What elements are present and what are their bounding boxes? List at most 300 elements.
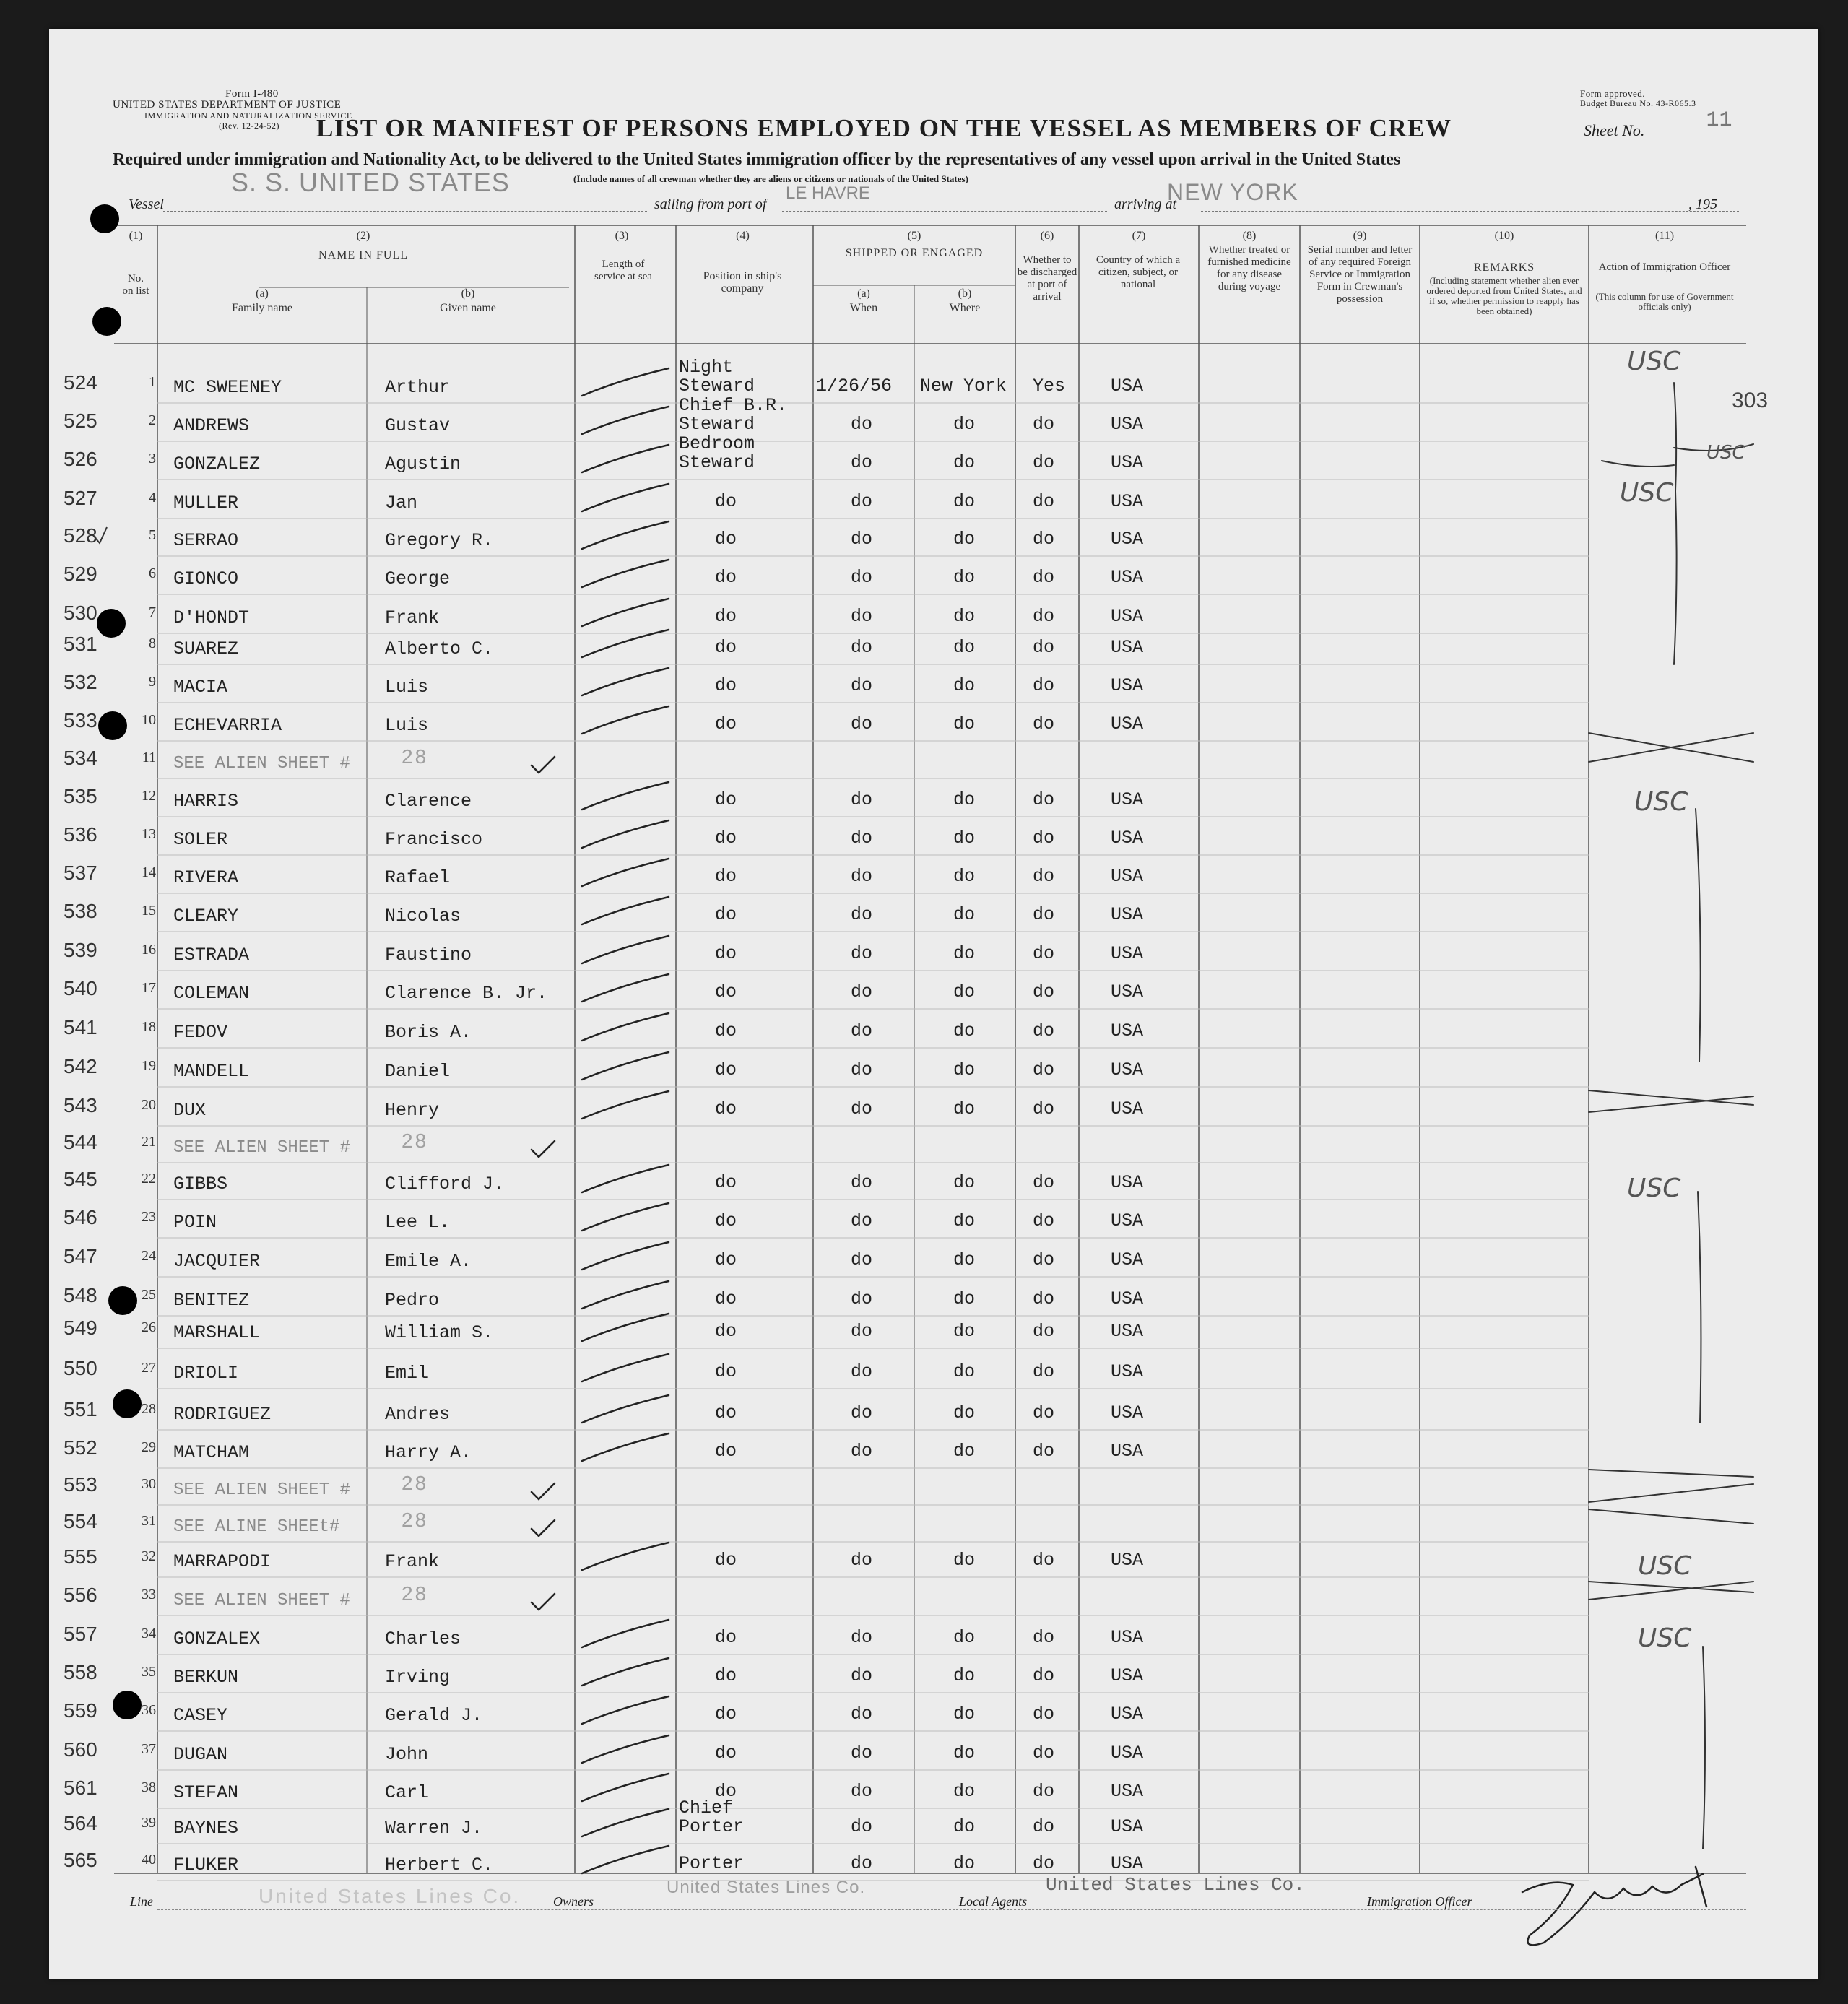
discharge: do	[1033, 904, 1055, 925]
country: USA	[1111, 1020, 1144, 1041]
shipped-when: do	[851, 1743, 873, 1764]
punch-hole	[98, 711, 127, 740]
check-mark	[532, 1483, 555, 1499]
seq: 551	[64, 1398, 97, 1420]
shipped-where: do	[953, 1172, 976, 1193]
country: USA	[1111, 1550, 1144, 1571]
shipped-where: do	[953, 567, 976, 588]
col2a-header: Family name	[232, 302, 292, 314]
owners-label: Owners	[553, 1894, 594, 1909]
shipped-where: do	[953, 1743, 976, 1764]
alien-sheet-ref: SEE ALIEN SHEET #	[173, 754, 350, 773]
shipped-where: do	[953, 606, 976, 627]
family-name: MATCHAM	[173, 1442, 250, 1463]
given-name: Jan	[385, 493, 418, 513]
given-name: Andres	[385, 1404, 451, 1425]
discharge: do	[1033, 943, 1055, 964]
given-name: Daniel	[385, 1061, 451, 1082]
shipped-when: do	[851, 637, 873, 658]
discharge: do	[1033, 1704, 1055, 1725]
given-name: Nicolas	[385, 906, 461, 927]
country: USA	[1111, 452, 1144, 473]
row-number: 39	[142, 1815, 156, 1831]
department: UNITED STATES DEPARTMENT OF JUSTICE	[113, 99, 342, 110]
shipped-where: do	[953, 943, 976, 964]
arriving-label: arriving at	[1114, 196, 1177, 212]
officer-label: Immigration Officer	[1367, 1894, 1472, 1909]
country: USA	[1111, 1249, 1144, 1270]
seq: 525	[64, 409, 97, 432]
alien-sheet-number: 28	[402, 745, 429, 768]
family-name: BENITEZ	[173, 1290, 250, 1311]
discharge: do	[1033, 1321, 1055, 1342]
shipped-when: do	[851, 713, 873, 734]
seq: 532	[64, 671, 97, 693]
seq: 552	[64, 1436, 97, 1459]
discharge: do	[1033, 1781, 1055, 1802]
family-name: COLEMAN	[173, 983, 250, 1004]
shipped-where: do	[953, 452, 976, 473]
discharge: do	[1033, 828, 1055, 849]
position-line1: Chief	[679, 1797, 734, 1818]
seq: 560	[64, 1738, 97, 1761]
officer-signature	[1522, 1867, 1706, 1945]
given-name: Francisco	[385, 829, 483, 850]
check-mark	[532, 1520, 555, 1536]
discharge: do	[1033, 1288, 1055, 1309]
country: USA	[1111, 675, 1144, 696]
col2-num: (2)	[356, 230, 370, 242]
row-number: 33	[142, 1587, 156, 1602]
row-number: 34	[142, 1626, 156, 1641]
service-tick	[582, 630, 669, 657]
service-tick	[582, 1395, 669, 1423]
shipped-when: do	[851, 1441, 873, 1462]
service-tick	[582, 1165, 669, 1192]
discharge: do	[1033, 1441, 1055, 1462]
position: do	[715, 1098, 737, 1119]
discharge: do	[1033, 1816, 1055, 1837]
family-name: DUGAN	[173, 1744, 228, 1765]
country: USA	[1111, 1743, 1144, 1764]
country: USA	[1111, 981, 1144, 1002]
seq: 530	[64, 602, 97, 624]
country: USA	[1111, 376, 1144, 396]
discharge: do	[1033, 1627, 1055, 1648]
country: USA	[1111, 529, 1144, 550]
seq: 534	[64, 747, 97, 769]
shipped-when: do	[851, 1550, 873, 1571]
given-name: Warren J.	[385, 1818, 483, 1839]
year-label: , 195	[1688, 196, 1717, 212]
family-name: MC SWEENEY	[173, 377, 282, 398]
service-tick	[582, 1658, 669, 1686]
given-name: Emil	[385, 1363, 429, 1384]
given-name: Rafael	[385, 867, 451, 888]
col10-header: REMARKS	[1473, 261, 1535, 274]
country: USA	[1111, 866, 1144, 887]
shipped-when: do	[851, 789, 873, 810]
table-grid	[49, 29, 1818, 1979]
shipped-where: do	[953, 1441, 976, 1462]
position: do	[715, 606, 737, 627]
seq: 547	[64, 1245, 97, 1267]
shipped-when: do	[851, 1665, 873, 1686]
row-number: 9	[149, 674, 156, 690]
given-name: Boris A.	[385, 1022, 472, 1043]
given-name: Harry A.	[385, 1442, 472, 1463]
family-name: BAYNES	[173, 1818, 239, 1839]
country: USA	[1111, 1098, 1144, 1119]
family-name: JACQUIER	[173, 1251, 261, 1272]
country: USA	[1111, 1781, 1144, 1802]
discharge: do	[1033, 1172, 1055, 1193]
seq: 550	[64, 1357, 97, 1379]
shipped-where: do	[953, 1781, 976, 1802]
given-name: Emile A.	[385, 1251, 472, 1272]
family-name: MULLER	[173, 493, 239, 513]
officer-mark: USC	[1620, 478, 1674, 508]
shipped-when: do	[851, 1402, 873, 1423]
form-number: Form I-480	[225, 88, 279, 100]
shipped-when: do	[851, 866, 873, 887]
shipped-where: do	[953, 1361, 976, 1382]
check-mark	[532, 1594, 555, 1610]
given-name: Gustav	[385, 415, 451, 436]
family-name: GONZALEX	[173, 1628, 261, 1649]
position-line1: Bedroom	[679, 433, 755, 454]
col5b-header: Where	[949, 302, 981, 314]
shipped-where: do	[953, 1059, 976, 1080]
given-name: Alberto C.	[385, 638, 494, 659]
seq: 526	[64, 448, 97, 470]
row-number: 29	[142, 1439, 156, 1455]
family-name: SERRAO	[173, 530, 239, 551]
country: USA	[1111, 1704, 1144, 1725]
country: USA	[1111, 1361, 1144, 1382]
alien-sheet-number: 28	[402, 1472, 429, 1494]
service-tick	[582, 445, 669, 472]
given-name: Clarence	[385, 791, 472, 812]
shipped-when: do	[851, 981, 873, 1002]
agents-value: United States Lines Co.	[1046, 1874, 1305, 1896]
shipped-when: do	[851, 1059, 873, 1080]
seq: 533	[64, 709, 97, 732]
given-name: Frank	[385, 1551, 440, 1572]
col4-header: Position in ship's company	[703, 270, 782, 295]
position: do	[715, 904, 737, 925]
position: Porter	[679, 1853, 745, 1874]
service-tick	[582, 782, 669, 810]
shipped-where: do	[953, 1249, 976, 1270]
line-value: United States Lines Co.	[259, 1885, 521, 1907]
given-name: George	[385, 568, 451, 589]
family-name: ANDREWS	[173, 415, 250, 436]
row-number: 1	[149, 374, 156, 390]
shipped-where: do	[953, 866, 976, 887]
col5a-num: (a)	[857, 287, 870, 300]
col8-num: (8)	[1242, 230, 1257, 242]
position: do	[715, 1288, 737, 1309]
shipped-where: do	[953, 981, 976, 1002]
service-tick	[582, 1620, 669, 1647]
row-number: 4	[149, 490, 156, 506]
col4-num: (4)	[736, 230, 750, 242]
service-tick	[582, 484, 669, 511]
alien-sheet-number: 28	[402, 1509, 429, 1531]
country: USA	[1111, 1402, 1144, 1423]
country: USA	[1111, 789, 1144, 810]
row-number: 16	[142, 942, 156, 958]
row-number: 19	[142, 1058, 156, 1074]
given-name: Lee L.	[385, 1212, 451, 1233]
service-tick	[582, 599, 669, 626]
col11-header: Action of Immigration Officer	[1598, 261, 1731, 273]
shipped-where: do	[953, 1098, 976, 1119]
sailing-label: sailing from port of	[654, 196, 767, 212]
vessel-name: S. S. UNITED STATES	[231, 168, 510, 197]
country: USA	[1111, 1665, 1144, 1686]
position: do	[715, 1550, 737, 1571]
alien-sheet-ref: SEE ALINE SHEEt#	[173, 1517, 340, 1537]
seq: 531	[64, 633, 97, 655]
discharge: do	[1033, 1098, 1055, 1119]
row-number: 37	[142, 1741, 156, 1757]
shipped-when: do	[851, 1627, 873, 1648]
service-tick	[582, 936, 669, 963]
row-number: 27	[142, 1360, 156, 1376]
shipped-when: do	[851, 1249, 873, 1270]
include-note: (Include names of all crewman whether they are aliens or citizens or nationals of the United States)	[573, 173, 968, 184]
position: do	[715, 828, 737, 849]
family-name: CLEARY	[173, 906, 239, 927]
row-number: 40	[142, 1852, 156, 1868]
seq: 527	[64, 487, 97, 509]
position: do	[715, 1249, 737, 1270]
service-tick	[582, 1543, 669, 1570]
row-number: 14	[142, 864, 156, 880]
given-name: Carl	[385, 1782, 429, 1803]
col3-header: Length of service at sea	[594, 259, 652, 282]
punch-hole	[97, 609, 126, 638]
shipped-when: do	[851, 567, 873, 588]
discharge: do	[1033, 637, 1055, 658]
family-name: MARRAPODI	[173, 1551, 272, 1572]
country: USA	[1111, 1172, 1144, 1193]
position: do	[715, 1321, 737, 1342]
shipped-where: do	[953, 789, 976, 810]
seq: 545	[64, 1168, 97, 1190]
seq: 536	[64, 823, 97, 846]
col8-header: Whether treated or furnished medicine for any disease during voyage	[1207, 244, 1291, 292]
shipped-where: do	[953, 1288, 976, 1309]
seq: 528	[64, 524, 97, 547]
country: USA	[1111, 1441, 1144, 1462]
col1-num: (1)	[129, 230, 143, 242]
alien-sheet-ref: SEE ALIEN SHEET #	[173, 1480, 350, 1500]
officer-mark: USC	[1627, 1174, 1681, 1203]
country: USA	[1111, 414, 1144, 435]
shipped-where: do	[953, 675, 976, 696]
check-mark	[532, 1141, 555, 1157]
shipped-where: do	[953, 904, 976, 925]
shipped-when: 1/26/56	[816, 376, 893, 396]
family-name: DUX	[173, 1100, 207, 1121]
shipped-where: do	[953, 414, 976, 435]
row-number: 38	[142, 1779, 156, 1795]
shipped-where: do	[953, 491, 976, 512]
service-tick	[582, 407, 669, 434]
punch-hole	[90, 204, 119, 233]
country: USA	[1111, 1853, 1144, 1874]
given-name: Arthur	[385, 377, 451, 398]
country: USA	[1111, 637, 1144, 658]
shipped-where: do	[953, 1550, 976, 1571]
alien-sheet-ref: SEE ALIEN SHEET #	[173, 1591, 350, 1610]
given-name: Faustino	[385, 945, 472, 966]
family-name: SOLER	[173, 829, 228, 850]
service-tick	[582, 1281, 669, 1309]
col5a-header: When	[849, 302, 878, 314]
row-number: 32	[142, 1548, 156, 1564]
shipped-when: do	[851, 1172, 873, 1193]
position-line1: Night	[679, 357, 734, 378]
family-name: FLUKER	[173, 1855, 239, 1875]
discharge: do	[1033, 1059, 1055, 1080]
shipped-when: do	[851, 1781, 873, 1802]
shipped-where: do	[953, 1665, 976, 1686]
family-name: POIN	[173, 1212, 217, 1233]
family-name: SUAREZ	[173, 638, 239, 659]
col9-num: (9)	[1353, 230, 1367, 242]
position-line1: Chief B.R.	[679, 395, 788, 416]
given-name: Clarence B. Jr.	[385, 983, 548, 1004]
col7-header: Country of which a citizen, subject, or national	[1096, 254, 1181, 290]
service-tick	[582, 859, 669, 886]
row-number: 10	[142, 712, 156, 728]
shipped-when: do	[851, 1361, 873, 1382]
service-tick	[582, 820, 669, 848]
service-tick	[582, 706, 669, 734]
seq: 553	[64, 1473, 97, 1496]
position-line2: Steward	[679, 414, 755, 435]
position: do	[715, 529, 737, 550]
service: IMMIGRATION AND NATURALIZATION SERVICE	[144, 110, 352, 121]
discharge: do	[1033, 1020, 1055, 1041]
revision: (Rev. 12-24-52)	[219, 121, 280, 131]
footer-line	[157, 1909, 1746, 1910]
service-tick	[582, 897, 669, 924]
punch-hole	[108, 1286, 137, 1315]
page-title: LIST OR MANIFEST OF PERSONS EMPLOYED ON THE VESSEL AS MEMBERS OF CREW	[316, 114, 1452, 142]
service-tick	[582, 560, 669, 587]
row-number: 18	[142, 1019, 156, 1035]
col1-header: No. on list	[122, 273, 149, 297]
row-number: 6	[149, 565, 156, 581]
shipped-when: do	[851, 1816, 873, 1837]
position: do	[715, 1743, 737, 1764]
discharge: do	[1033, 1361, 1055, 1382]
position-line2: Porter	[679, 1816, 745, 1837]
given-name: Henry	[385, 1100, 440, 1121]
position: do	[715, 1172, 737, 1193]
seq: 546	[64, 1206, 97, 1228]
position: do	[715, 567, 737, 588]
punch-hole	[113, 1691, 142, 1719]
family-name: D'HONDT	[173, 607, 250, 628]
row-number: 11	[142, 750, 156, 765]
row-number: 13	[142, 826, 156, 842]
family-name: DRIOLI	[173, 1363, 239, 1384]
col6-header: Whether to be discharged at port of arrival	[1017, 254, 1077, 303]
line-label: Line	[130, 1894, 154, 1909]
given-name: Luis	[385, 715, 429, 736]
shipped-when: do	[851, 1210, 873, 1231]
discharge: do	[1033, 452, 1055, 473]
family-name: ESTRADA	[173, 945, 250, 966]
seq: 538	[64, 900, 97, 922]
family-name: GONZALEZ	[173, 454, 261, 474]
service-tick	[582, 1433, 669, 1461]
seq: 537	[64, 862, 97, 884]
shipped-where: do	[953, 637, 976, 658]
position: do	[715, 1627, 737, 1648]
position: do	[715, 491, 737, 512]
position: do	[715, 713, 737, 734]
shipped-where: New York	[920, 376, 1007, 396]
discharge: do	[1033, 491, 1055, 512]
country: USA	[1111, 904, 1144, 925]
discharge: do	[1033, 1665, 1055, 1686]
service-tick	[582, 974, 669, 1002]
country: USA	[1111, 828, 1144, 849]
country: USA	[1111, 567, 1144, 588]
given-name: Irving	[385, 1667, 451, 1688]
owners-value: United States Lines Co.	[667, 1878, 866, 1897]
row-number: 36	[142, 1702, 156, 1718]
given-name: William S.	[385, 1322, 494, 1343]
shipped-where: do	[953, 1321, 976, 1342]
col2a-num: (a)	[256, 287, 269, 300]
shipped-where: do	[953, 1704, 976, 1725]
shipped-where: do	[953, 529, 976, 550]
service-tick	[582, 1846, 669, 1873]
punch-hole	[92, 307, 121, 336]
shipped-when: do	[851, 452, 873, 473]
position: do	[715, 866, 737, 887]
family-name: STEFAN	[173, 1782, 239, 1803]
row-number: 31	[142, 1513, 156, 1529]
alien-sheet-ref: SEE ALIEN SHEET #	[173, 1138, 350, 1158]
row-number: 8	[149, 636, 156, 651]
country: USA	[1111, 1627, 1144, 1648]
discharge: do	[1033, 567, 1055, 588]
discharge: Yes	[1033, 376, 1066, 396]
seq: 561	[64, 1777, 97, 1799]
discharge: do	[1033, 1210, 1055, 1231]
seq: 542	[64, 1055, 97, 1077]
row-number: 20	[142, 1097, 156, 1113]
service-tick	[582, 1696, 669, 1724]
col2-header: NAME IN FULL	[318, 249, 408, 261]
col10-note: (Including statement whether alien ever ordered deported from United States, and if so, whether permission to reapply has been obtained)	[1426, 275, 1582, 316]
family-name: GIBBS	[173, 1174, 228, 1194]
seq: 558	[64, 1661, 97, 1683]
position: do	[715, 1704, 737, 1725]
country: USA	[1111, 943, 1144, 964]
row-number: 15	[142, 903, 156, 919]
family-name: MARSHALL	[173, 1322, 261, 1343]
